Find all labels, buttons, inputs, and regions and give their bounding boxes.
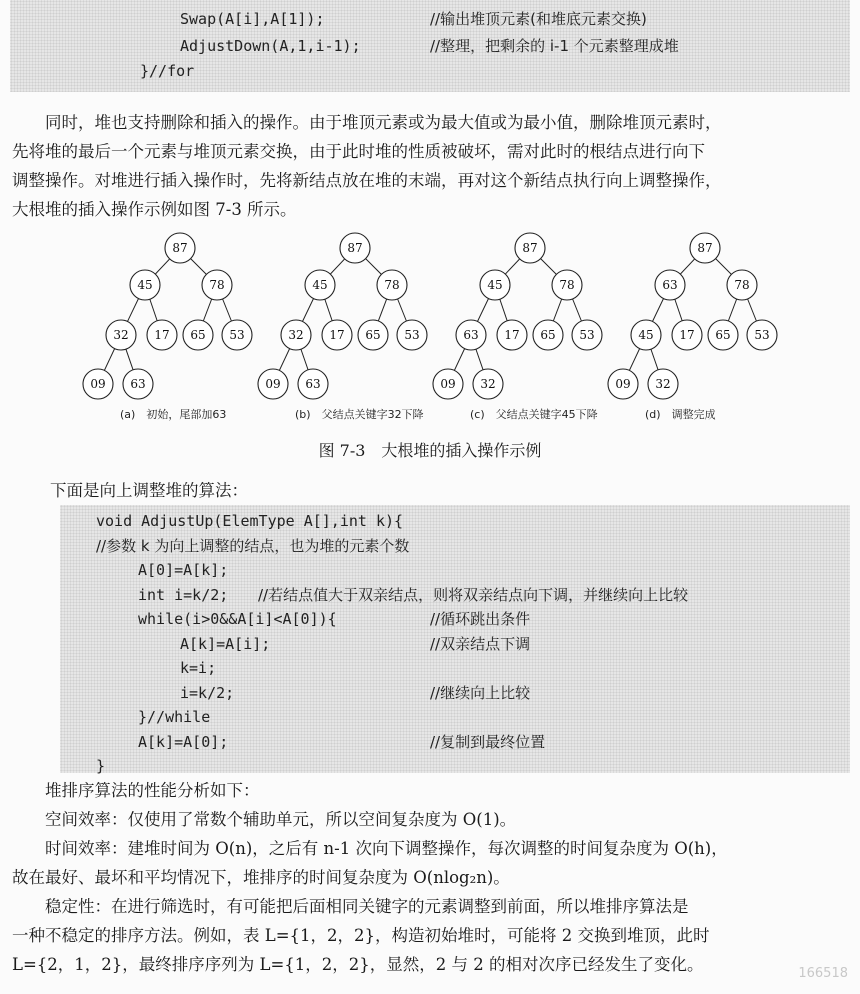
tree-node-label: 78 [559, 278, 575, 292]
text-line: 大根堆的插入操作示例如图 7-3 所示。 [12, 200, 297, 219]
code-line: }//while [138, 708, 211, 726]
code-line: while(i>0&&A[i]<A[0]){ [138, 610, 337, 628]
tree-node-label: 45 [312, 278, 328, 292]
tree-caption: (a) 初始，尾部加63 [120, 408, 227, 421]
text-line: 空间效率：仅使用了常数个辅助单元，所以空间复杂度为 O(1)。 [12, 810, 517, 829]
figure-title: 图 7-3 大根堆的插入操作示例 [318, 441, 542, 460]
tree-node-label: 09 [440, 377, 456, 391]
code-line: A[k]=A[0]; [138, 732, 229, 751]
code-comment: //循环跳出条件 [430, 610, 531, 628]
code-comment: //输出堆顶元素(和堆底元素交换) [430, 10, 647, 28]
tree-caption: (d) 调整完成 [645, 408, 716, 421]
code-line: Swap(A[i],A[1]); [180, 10, 325, 28]
tree-node-label: 53 [754, 328, 770, 342]
tree-node-label: 32 [113, 328, 129, 342]
text-line: 先将堆的最后一个元素与堆顶元素交换，由于此时堆的性质被破坏，需对此时的根结点进行向下 [12, 142, 705, 161]
text-line: L={2，1，2}，最终排序序列为 L={1，2，2}，显然，2 与 2 的相对次序已经发生了变化。 [12, 955, 704, 974]
tree-node-label: 87 [697, 241, 713, 255]
text-line: 时间效率：建堆时间为 O(n)，之后有 n-1 次向下调整操作，每次调整的时间复杂度为 O(h)， [12, 839, 728, 858]
tree-node-label: 65 [365, 328, 381, 342]
heap-tree-1 [258, 233, 427, 421]
code-comment: //整理，把剩余的 i-1 个元素整理成堆 [430, 37, 679, 55]
text-line: 一种不稳定的排序方法。例如，表 L={1，2，2}，构造初始堆时，可能将 2 交换到堆顶，此时 [12, 926, 710, 945]
tree-node-label: 17 [154, 328, 170, 342]
tree-node-label: 09 [90, 377, 106, 391]
code-line: i=k/2; [180, 683, 235, 702]
algo-intro: 下面是向上调整堆的算法： [50, 481, 248, 500]
tree-node-label: 63 [463, 328, 479, 342]
tree-node-label: 17 [504, 328, 520, 342]
heap-tree-3 [608, 233, 777, 421]
tree-caption: (b) 父结点关键字32下降 [295, 408, 424, 421]
text-line: 故在最好、最坏和平均情况下，堆排序的时间复杂度为 O(nlog₂n)。 [12, 868, 510, 887]
code-comment: //若结点值大于双亲结点，则将双亲结点向下调，并继续向上比较 [258, 585, 689, 604]
tree-node-label: 17 [329, 328, 345, 342]
tree-node-label: 09 [265, 377, 281, 391]
code-line: k=i; [180, 659, 217, 677]
tree-node-label: 53 [579, 328, 595, 342]
code-line: A[k]=A[i]; [180, 634, 271, 653]
text-line: 同时，堆也支持删除和插入的操作。由于堆顶元素或为最大值或为最小值，删除堆顶元素时， [12, 113, 722, 132]
text-line: 堆排序算法的性能分析如下： [12, 781, 260, 800]
tree-node-label: 53 [229, 328, 245, 342]
tree-node-label: 65 [190, 328, 206, 342]
tree-node-label: 45 [638, 328, 654, 342]
code-line: AdjustDown(A,1,i-1); [180, 37, 361, 55]
code-comment: //双亲结点下调 [430, 634, 531, 653]
tree-node-label: 87 [172, 241, 188, 255]
tree-node-label: 45 [487, 278, 503, 292]
code-line: int i=k/2; [138, 585, 229, 604]
tree-node-label: 63 [662, 278, 678, 292]
code-line: }//for [140, 62, 195, 80]
tree-node-label: 32 [655, 377, 671, 391]
tree-node-label: 09 [615, 377, 631, 391]
text-line: 稳定性：在进行筛选时，有可能把后面相同关键字的元素调整到前面，所以堆排序算法是 [12, 897, 689, 916]
tree-node-label: 78 [209, 278, 225, 292]
tree-node-label: 65 [540, 328, 556, 342]
code-comment: //继续向上比较 [430, 683, 531, 702]
tree-node-label: 78 [384, 278, 400, 292]
tree-node-label: 45 [137, 278, 153, 292]
figure-heap-insert [0, 228, 860, 428]
tree-node-label: 78 [734, 278, 750, 292]
watermark: 166518 [798, 966, 848, 981]
heap-tree-0 [83, 233, 252, 421]
code-line: } [96, 757, 106, 775]
code-line: void AdjustUp(ElemType A[],int k){ [96, 512, 404, 530]
tree-node-label: 17 [679, 328, 695, 342]
heap-tree-2 [433, 233, 602, 421]
tree-node-label: 63 [130, 377, 146, 391]
tree-node-label: 63 [305, 377, 321, 391]
code-comment: //复制到最终位置 [430, 732, 546, 751]
tree-node-label: 87 [347, 241, 363, 255]
tree-caption: (c) 父结点关键字45下降 [470, 408, 598, 421]
tree-node-label: 87 [522, 241, 538, 255]
tree-node-label: 32 [288, 328, 304, 342]
text-line: 调整操作。对堆进行插入操作时，先将新结点放在堆的末端，再对这个新结点执行向上调整操作， [12, 171, 722, 190]
tree-node-label: 65 [715, 328, 731, 342]
tree-node-label: 32 [480, 377, 496, 391]
code-comment: //参数 k 为向上调整的结点，也为堆的元素个数 [96, 536, 410, 555]
tree-node-label: 53 [404, 328, 420, 342]
code-line: A[0]=A[k]; [138, 561, 229, 579]
